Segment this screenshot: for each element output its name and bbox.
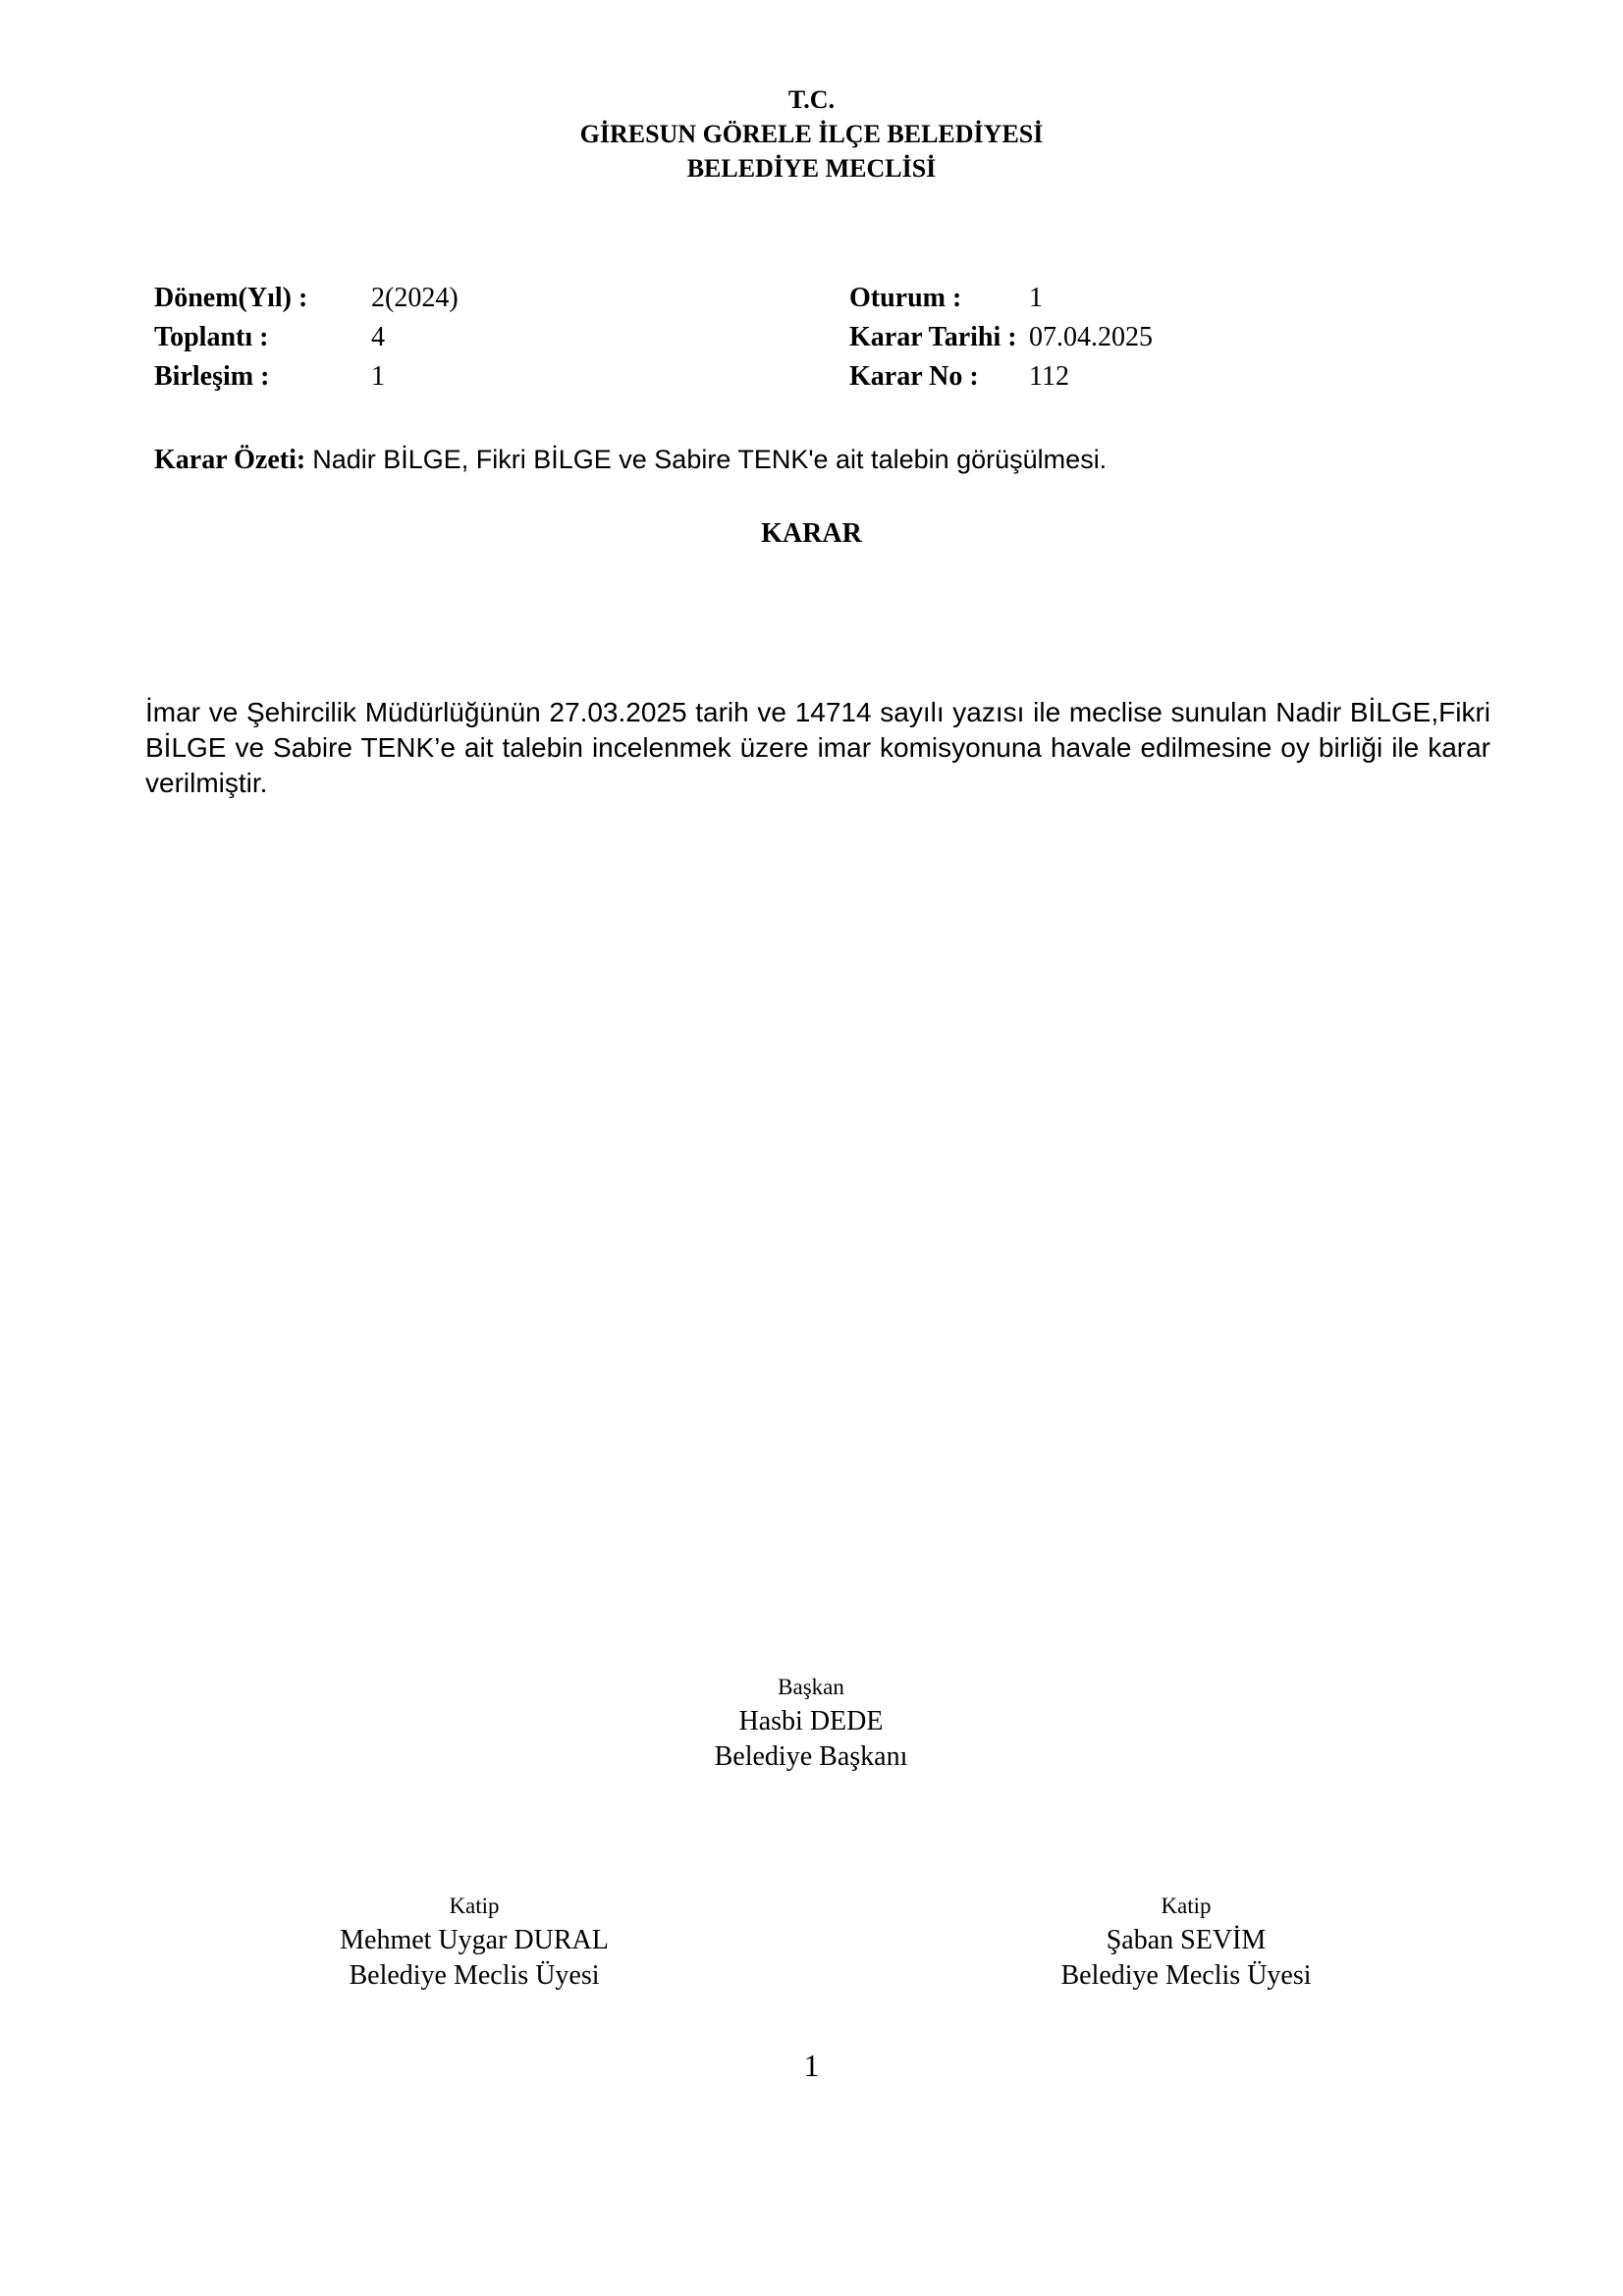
meta-value: 07.04.2025 xyxy=(1029,322,1153,352)
header-council: BELEDİYE MECLİSİ xyxy=(686,154,937,183)
decision-body: İmar ve Şehircilik Müdürlüğünün 27.03.2025 tarih ve 14714 sayılı yazısı ile meclise sunulan Nadir BİLGE,Fikri BİLGE ve Sabire TENK’e ait talebin incelenmek üzere imar komisyonuna havale edilmesine oy birliği ile karar verilmiştir. xyxy=(145,697,1490,798)
meta-left-block xyxy=(154,279,459,397)
meta-value: 2(2024) xyxy=(371,283,459,313)
meta-row-karar-tarihi xyxy=(849,318,1153,357)
signature-role: Başkan xyxy=(778,1675,844,1699)
meta-label: Oturum : xyxy=(849,283,962,313)
signature-role: Katip xyxy=(449,1894,500,1918)
decision-summary xyxy=(154,440,1107,480)
meta-value: 1 xyxy=(371,361,385,392)
meta-row-toplanti xyxy=(154,318,459,357)
signature-name: Hasbi DEDE xyxy=(738,1706,884,1736)
decision-title: KARAR xyxy=(761,518,862,549)
signature-katip-2 xyxy=(892,1890,1481,1994)
meta-label: Dönem(Yıl) : xyxy=(154,283,308,313)
document-header xyxy=(0,82,1623,186)
signature-title: Belediye Meclis Üyesi xyxy=(349,1960,600,1991)
meta-value: 1 xyxy=(1029,283,1043,313)
signature-baskan xyxy=(516,1671,1106,1775)
header-tc: T.C. xyxy=(787,85,836,114)
signature-name: Şaban SEVİM xyxy=(1106,1925,1267,1955)
meta-label: Karar Tarihi : xyxy=(849,322,1017,352)
meta-value: 112 xyxy=(1029,361,1069,392)
meta-label: Karar No : xyxy=(849,361,979,392)
meta-value: 4 xyxy=(371,322,385,352)
signature-katip-1 xyxy=(180,1890,769,1994)
signature-role: Katip xyxy=(1161,1894,1212,1918)
meta-label: Birleşim : xyxy=(154,361,270,392)
meta-row-donem xyxy=(154,279,459,318)
signature-title: Belediye Başkanı xyxy=(714,1741,908,1772)
header-municipality: GİRESUN GÖRELE İLÇE BELEDİYESİ xyxy=(579,120,1044,148)
meta-row-karar-no xyxy=(849,357,1153,397)
signature-name: Mehmet Uygar DURAL xyxy=(340,1925,609,1955)
page-number: 1 xyxy=(803,2048,820,2083)
meta-right-block xyxy=(849,279,1153,397)
signature-title: Belediye Meclis Üyesi xyxy=(1060,1960,1312,1991)
summary-text: Nadir BİLGE, Fikri BİLGE ve Sabire TENK'e ait talebin görüşülmesi. xyxy=(312,445,1108,474)
summary-label: Karar Özeti: xyxy=(154,445,306,475)
meta-row-birlesim xyxy=(154,357,459,397)
meta-row-oturum xyxy=(849,279,1153,318)
meta-label: Toplantı : xyxy=(154,322,269,352)
